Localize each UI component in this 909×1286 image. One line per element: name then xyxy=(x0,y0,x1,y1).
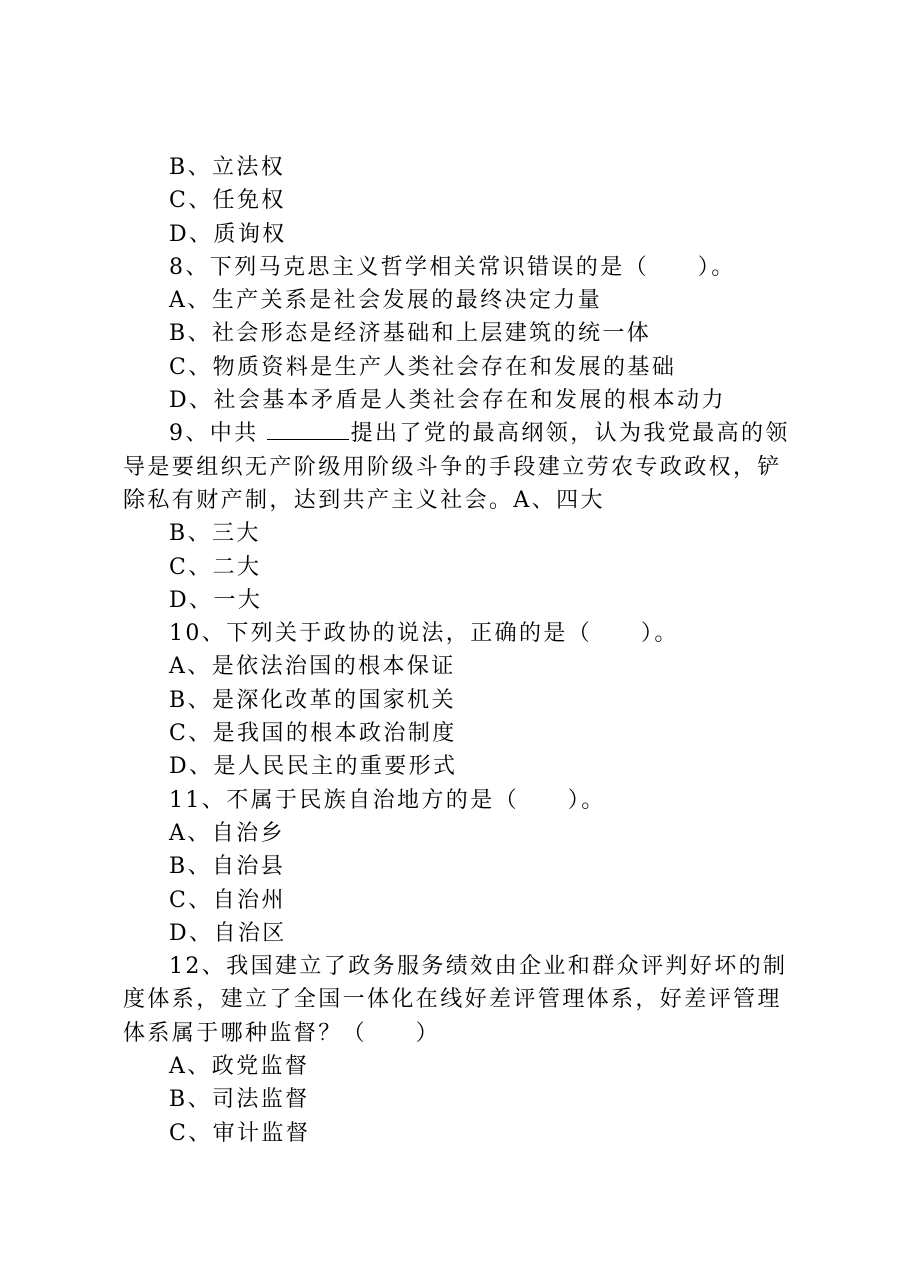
question-12 xyxy=(123,950,803,1050)
question-9 xyxy=(123,417,803,517)
option-q11-b: B、自治县 xyxy=(169,854,286,880)
option-q10-b: B、是深化改革的国家机关 xyxy=(169,687,456,713)
question-12-text-1: 12、我国建立了政务服务绩效由企业和群众评判好坏的制 xyxy=(169,954,788,980)
option-q10-d: D、是人民民主的重要形式 xyxy=(169,754,458,780)
fill-in-blank xyxy=(267,421,349,440)
option-q12-b: B、司法监督 xyxy=(169,1087,310,1113)
option-q8-a: A、生产关系是社会发展的最终决定力量 xyxy=(169,288,603,314)
option-q12-c: C、审计监督 xyxy=(169,1120,311,1146)
option-q9-d: D、一大 xyxy=(169,587,263,613)
question-9-text-2: 导是要组织无产阶级用阶级斗争的手段建立劳农专政政权，铲 xyxy=(123,454,782,480)
question-10: 10、下列关于政协的说法，正确的是（ ）。 xyxy=(169,621,679,647)
option-q9-b: B、三大 xyxy=(169,521,261,547)
option-q12-a: A、政党监督 xyxy=(169,1054,310,1080)
option-q7-c: C、任免权 xyxy=(169,188,286,214)
option-q11-c: C、自治州 xyxy=(169,887,286,913)
question-9-text-3: 除私有财产制，达到共产主义社会。A、四大 xyxy=(123,487,605,513)
question-11: 11、不属于民族自治地方的是（ ）。 xyxy=(169,787,606,813)
option-q9-c: C、二大 xyxy=(169,554,262,580)
document-page xyxy=(123,151,803,1150)
option-q11-d: D、自治区 xyxy=(169,920,287,946)
question-9-text-1: 提出了党的最高纲领，认为我党最高的领 xyxy=(350,421,790,447)
question-12-text-2: 度体系，建立了全国一体化在线好差评管理体系，好差评管理 xyxy=(123,987,782,1013)
option-q10-a: A、是依法治国的根本保证 xyxy=(169,654,456,680)
option-q11-a: A、自治乡 xyxy=(169,820,285,846)
option-q10-c: C、是我国的根本政治制度 xyxy=(169,721,457,747)
option-q8-c: C、物质资料是生产人类社会存在和发展的基础 xyxy=(169,354,677,380)
option-q7-d: D、质询权 xyxy=(169,221,287,247)
question-12-text-3: 体系属于哪种监督？（ ） xyxy=(123,1020,441,1046)
option-q8-d: D、社会基本矛盾是人类社会存在和发展的根本动力 xyxy=(169,388,726,414)
question-9-prefix: 9、中共 xyxy=(169,421,259,447)
question-8: 8、下列马克思主义哲学相关常识错误的是（ ）。 xyxy=(169,254,736,280)
option-q7-b: B、立法权 xyxy=(169,155,286,180)
option-q8-b: B、社会形态是经济基础和上层建筑的统一体 xyxy=(169,321,652,347)
